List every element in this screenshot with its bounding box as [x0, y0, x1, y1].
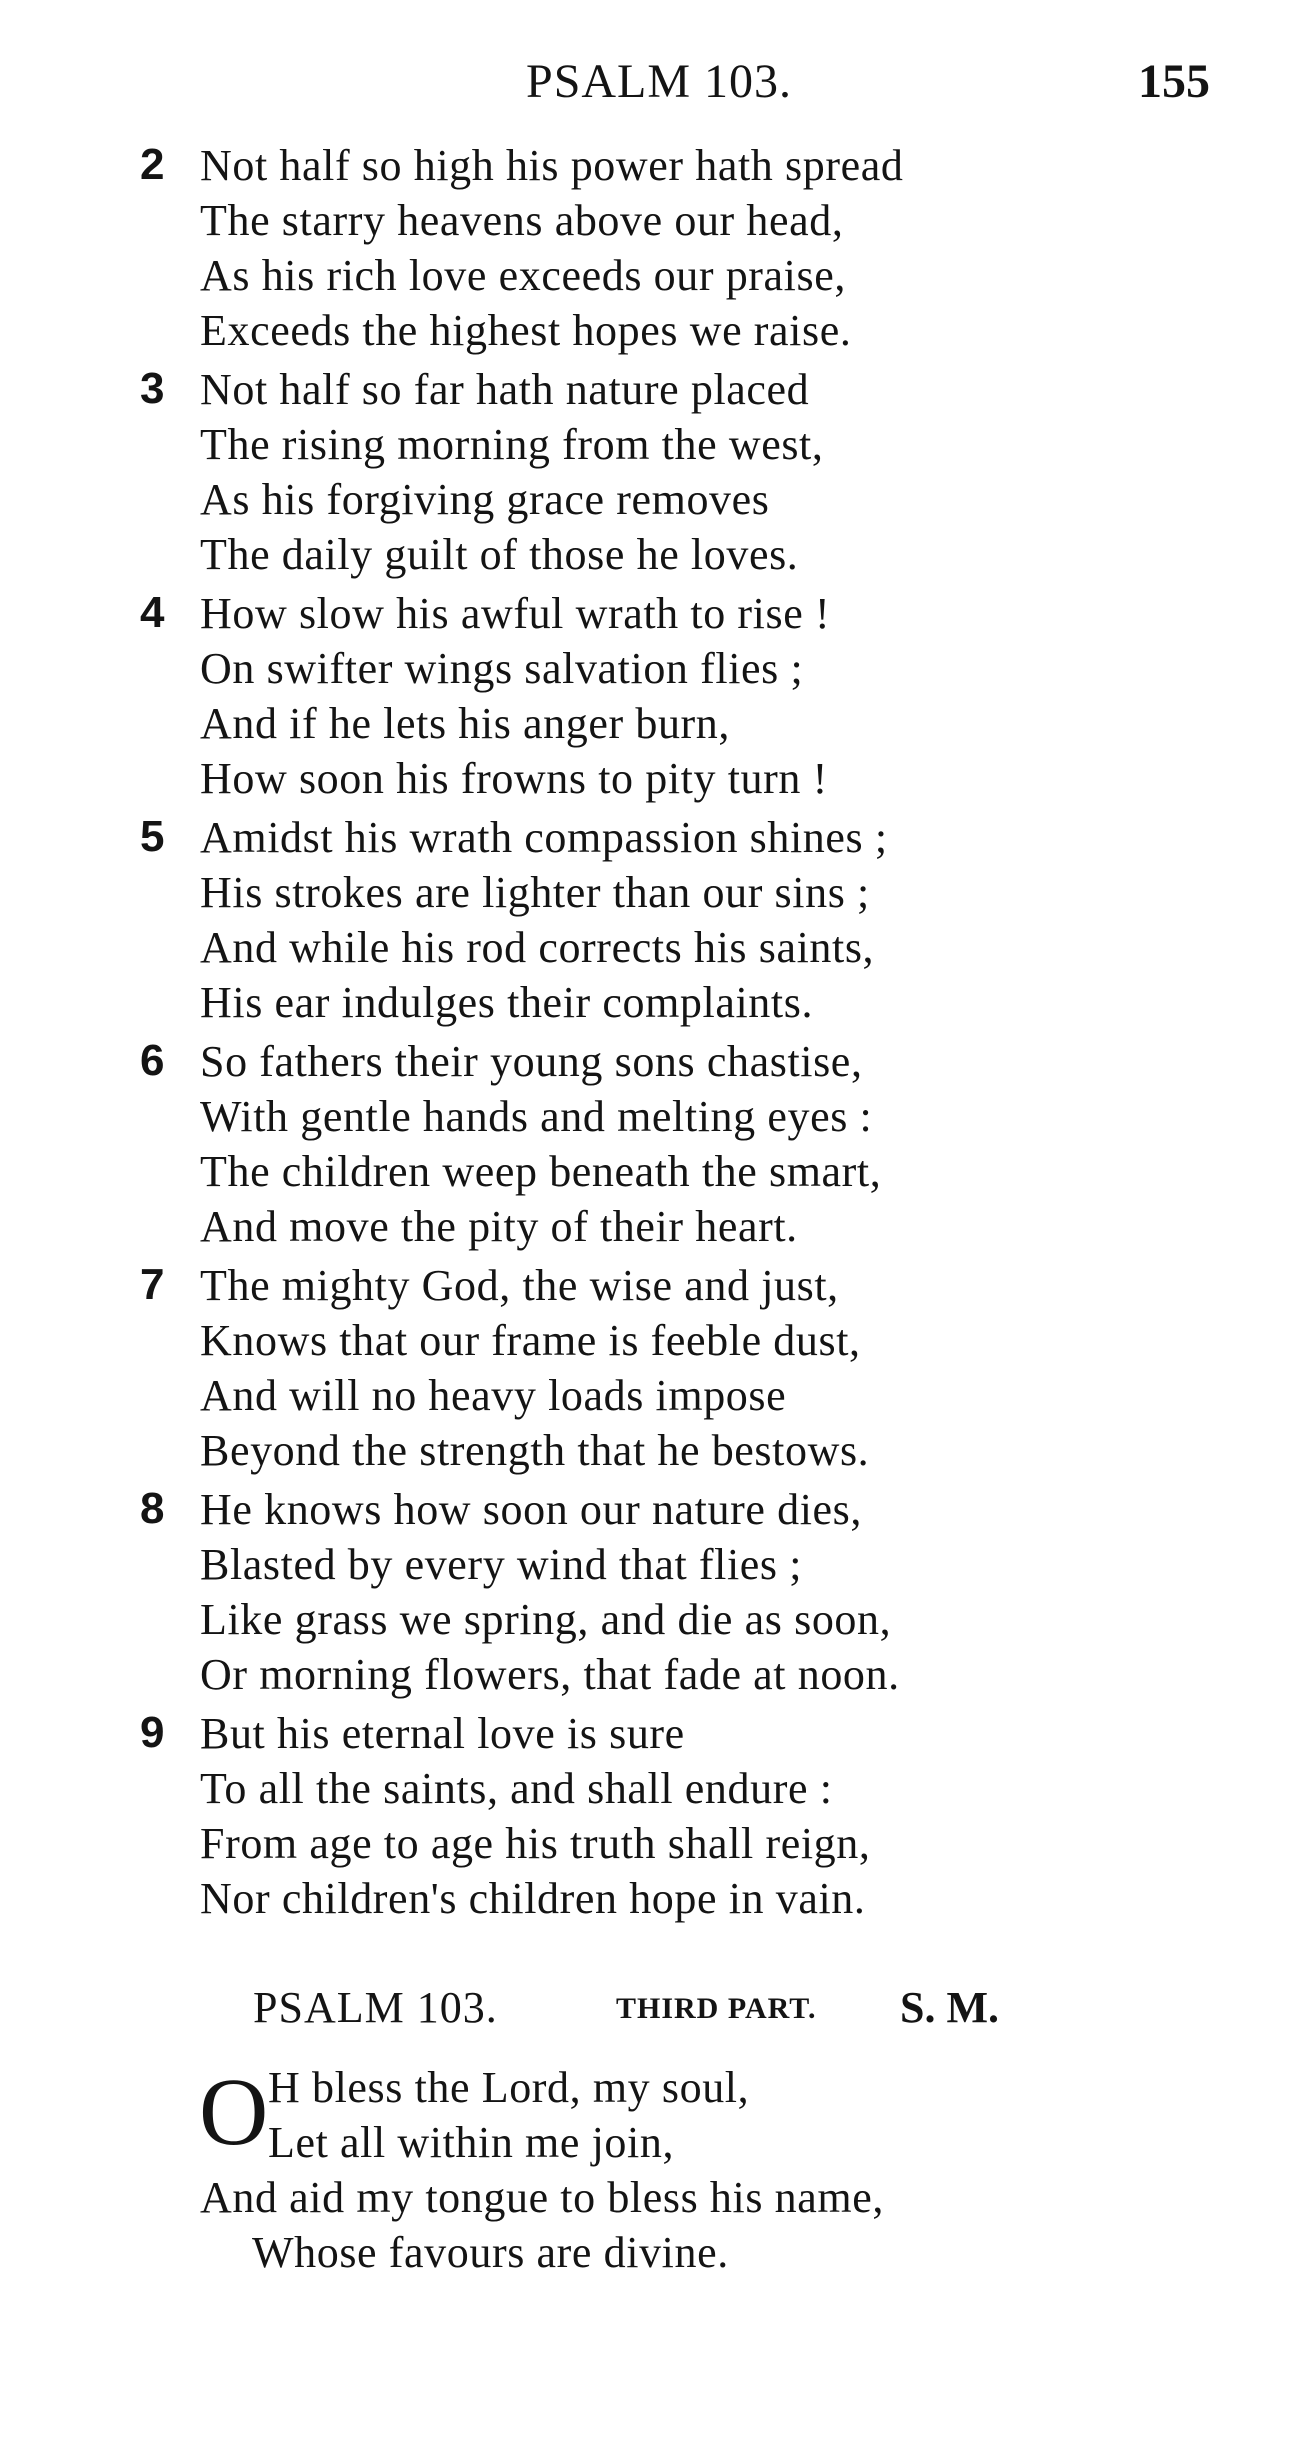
section-meter: S. M. — [900, 1983, 999, 2032]
verse-line: Like grass we spring, and die as soon, — [200, 1595, 892, 1644]
verse-line: His ear indulges their complaints. — [200, 978, 814, 1027]
verse-line: The daily guilt of those he loves. — [200, 530, 799, 579]
verse-number: 9 — [140, 1708, 165, 1757]
hymn-line: H bless the Lord, my soul, — [268, 2063, 750, 2112]
verse-line: Beyond the strength that he bestows. — [200, 1426, 870, 1475]
page-number: 155 — [1138, 55, 1210, 108]
verse-line: The rising morning from the west, — [200, 420, 824, 469]
verse-line: Not half so high his power hath spread — [200, 141, 904, 190]
page-header — [0, 44, 1292, 114]
verse-line: But his eternal love is sure — [200, 1709, 685, 1758]
verse-number: 8 — [140, 1484, 165, 1533]
verse-line: The children weep beneath the smart, — [200, 1147, 882, 1196]
verse-number: 3 — [140, 364, 165, 413]
verse-line: And will no heavy loads impose — [200, 1371, 787, 1420]
verse-line: Not half so far hath nature placed — [200, 365, 810, 414]
verse-line: Knows that our frame is feeble dust, — [200, 1316, 861, 1365]
section-heading — [0, 1982, 1292, 2042]
verse-line: And if he lets his anger burn, — [200, 699, 730, 748]
verse-line: Blasted by every wind that flies ; — [200, 1540, 803, 1589]
verse-line: Or morning flowers, that fade at noon. — [200, 1650, 900, 1699]
verse-line: And while his rod corrects his saints, — [200, 923, 875, 972]
verse-number: 4 — [140, 588, 165, 637]
verse-line: Exceeds the highest hopes we raise. — [200, 306, 852, 355]
running-title: PSALM 103. — [526, 55, 793, 108]
verse-number: 7 — [140, 1260, 165, 1309]
verse-line: How soon his frowns to pity turn ! — [200, 754, 828, 803]
verse-line: As his forgiving grace removes — [200, 475, 770, 524]
verse-line: With gentle hands and melting eyes : — [200, 1092, 873, 1141]
section-psalm-title: PSALM 103. — [253, 1983, 498, 2032]
hymn-line: And aid my tongue to bless his name, — [200, 2173, 884, 2222]
section-part-label: THIRD PART. — [616, 1992, 817, 2025]
verse-line: So fathers their young sons chastise, — [200, 1037, 863, 1086]
drop-cap: O — [199, 2058, 269, 2165]
verse-line: Amidst his wrath compassion shines ; — [200, 813, 888, 862]
verse-line: Nor children's children hope in vain. — [200, 1874, 866, 1923]
verse-line: On swifter wings salvation flies ; — [200, 644, 804, 693]
verse-number: 2 — [140, 140, 165, 189]
verse-line: He knows how soon our nature dies, — [200, 1485, 862, 1534]
verse-line: His strokes are lighter than our sins ; — [200, 868, 870, 917]
verse-line: The mighty God, the wise and just, — [200, 1261, 839, 1310]
verse-line: To all the saints, and shall endure : — [200, 1764, 833, 1813]
verse-line: As his rich love exceeds our praise, — [200, 251, 846, 300]
verse-number: 5 — [140, 812, 165, 861]
verse-number: 6 — [140, 1036, 165, 1085]
verse-line: And move the pity of their heart. — [200, 1202, 798, 1251]
hymn-line: Let all within me join, — [268, 2118, 675, 2167]
verse-line: The starry heavens above our head, — [200, 196, 844, 245]
hymn-line: Whose favours are divine. — [252, 2228, 729, 2277]
verse-line: From age to age his truth shall reign, — [200, 1819, 871, 1868]
verse-line: How slow his awful wrath to rise ! — [200, 589, 831, 638]
